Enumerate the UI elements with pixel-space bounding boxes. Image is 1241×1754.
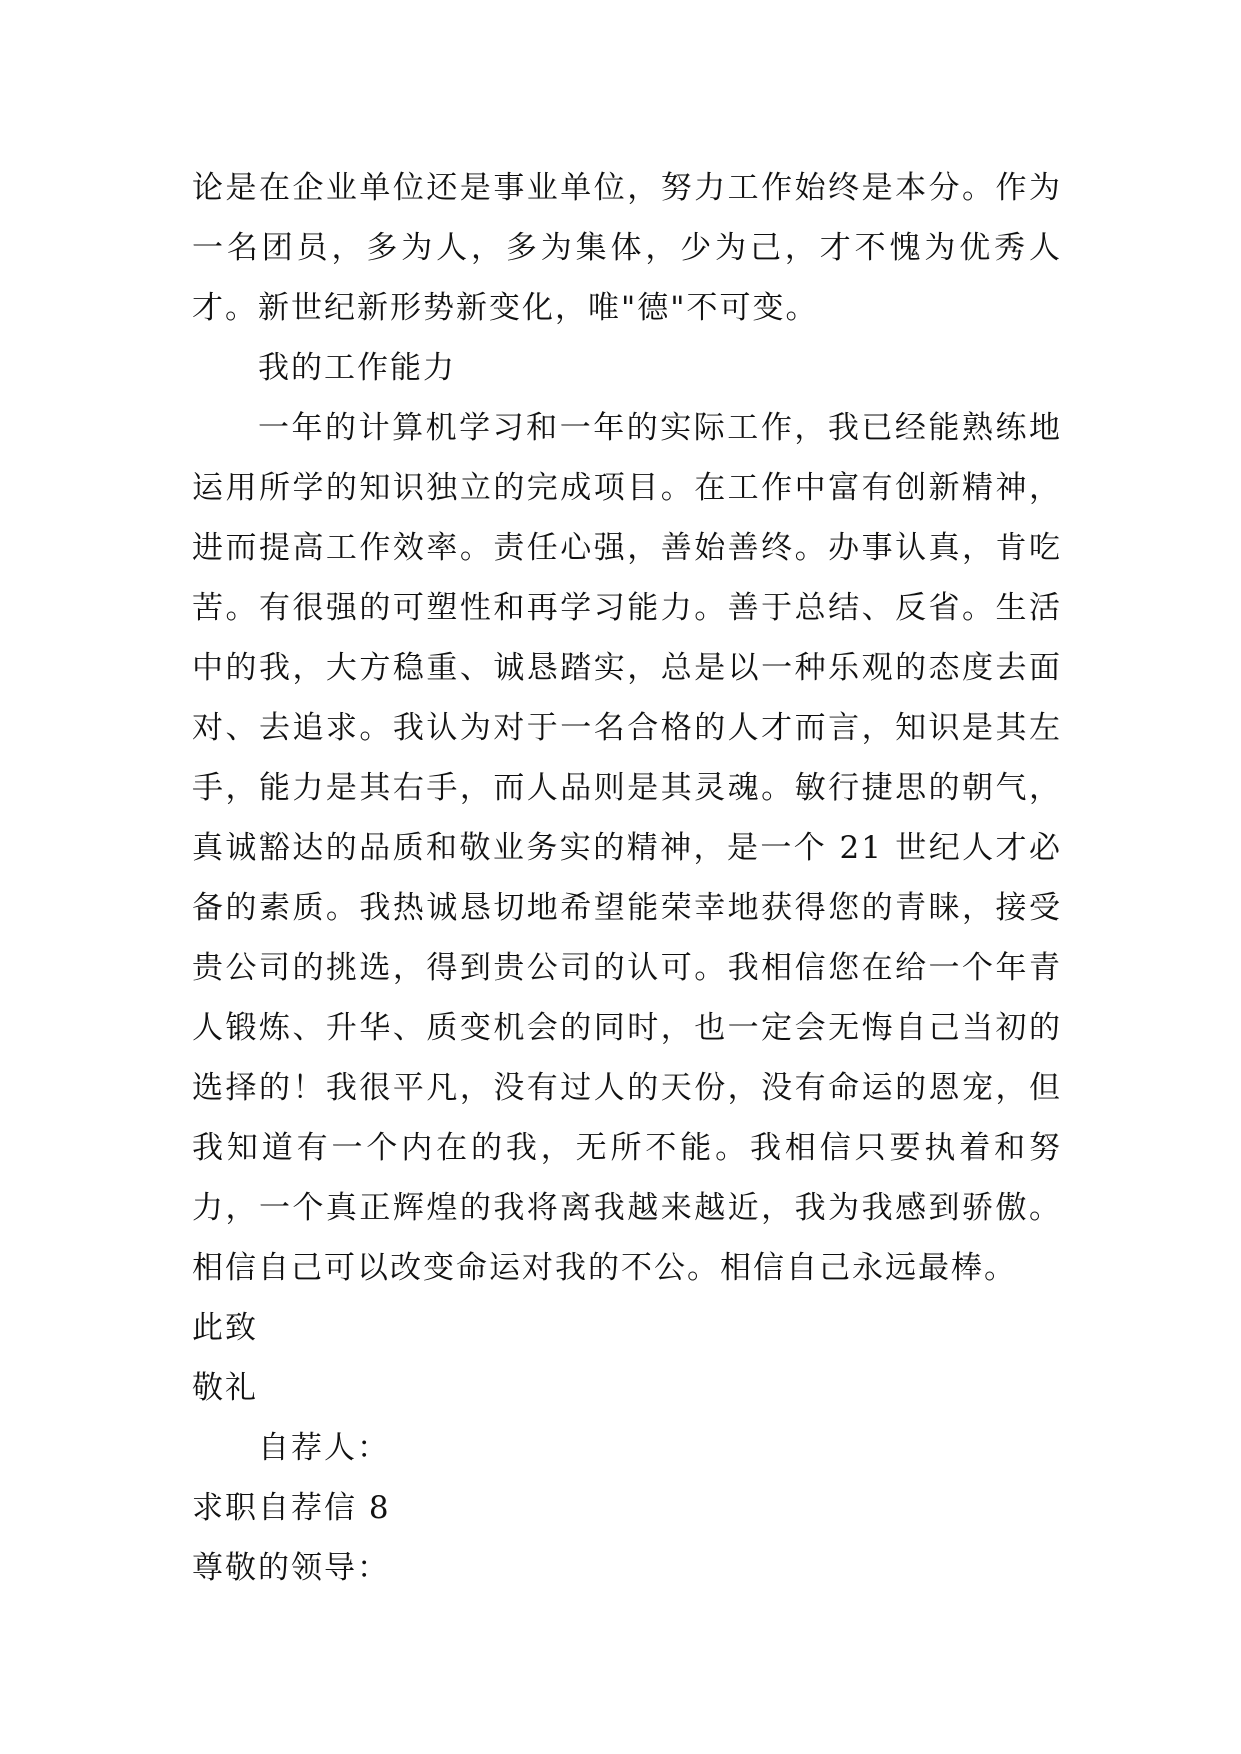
section-heading-work-ability: 我的工作能力 bbox=[258, 350, 456, 386]
document-body bbox=[192, 158, 1062, 1598]
salutation-jingli: 敬礼 bbox=[192, 1370, 258, 1406]
signature-line: 自荐人： bbox=[258, 1430, 390, 1466]
letter-greeting: 尊敬的领导： bbox=[192, 1550, 390, 1586]
salutation-cizhi: 此致 bbox=[192, 1310, 258, 1346]
paragraph-closing-virtue: 论是在企业单位还是事业单位，努力工作始终是本分。作为一名团员，多为人，多为集体，少为己，才不愧为优秀人才。新世纪新形势新变化，唯"德"不可变。 bbox=[192, 170, 1062, 326]
paragraph-work-ability: 一年的计算机学习和一年的实际工作，我已经能熟练地运用所学的知识独立的完成项目。在工作中富有创新精神，进而提高工作效率。责任心强，善始善终。办事认真，肯吃苦。有很强的可塑性和再学习能力。善于总结、反省。生活中的我，大方稳重、诚恳踏实，总是以一种乐观的态度去面对、去追求。我认为对于一名合格的人才而言，知识是其左手，能力是其右手，而人品则是其灵魂。敏行捷思的朝气，真诚豁达的品质和敬业务实的精神，是一个 21 世纪人才必备的素质。我热诚恳切地希望能荣幸地获得您的青睐，接受贵公司的挑选，得到贵公司的认可。我相信您在给一个年青人锻炼、升华、质变机会的同时，也一定会无悔自己当初的选择的！我很平凡，没有过人的天份，没有命运的恩宠，但我知道有一个内在的我，无所不能。我相信只要执着和努力，一个真正辉煌的我将离我越来越近，我为我感到骄傲。相信自己可以改变命运对我的不公。相信自己永远最棒。 bbox=[192, 410, 1062, 1286]
letter-title: 求职自荐信 8 bbox=[192, 1490, 391, 1526]
